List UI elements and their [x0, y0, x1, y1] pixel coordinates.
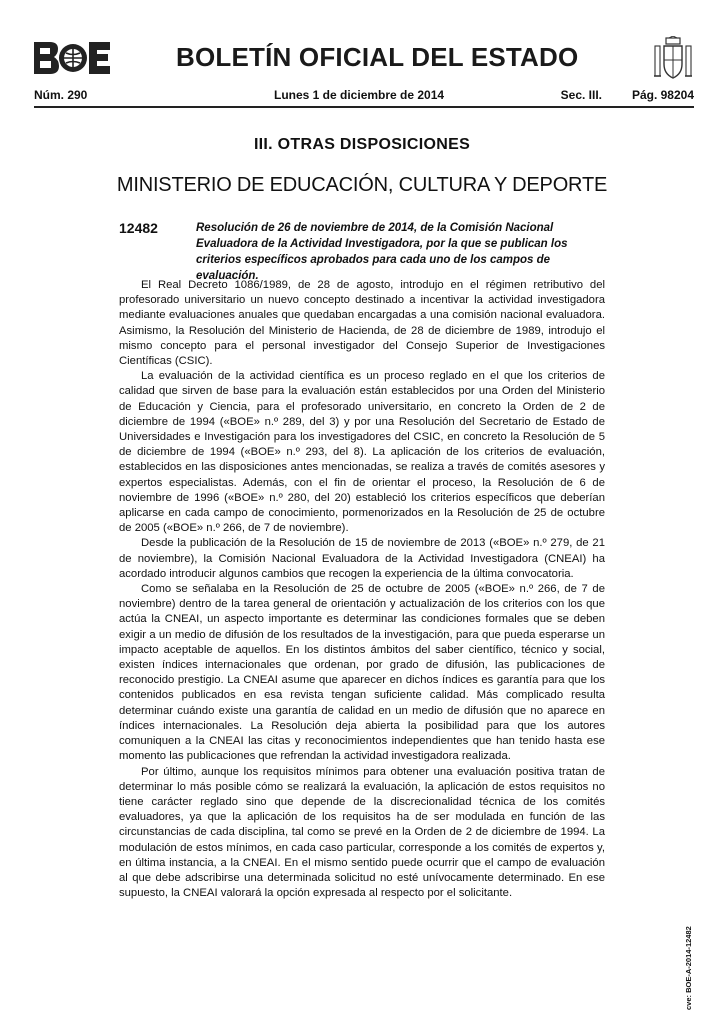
- coat-of-arms-icon: [652, 36, 694, 82]
- issue-number: Núm. 290: [34, 88, 88, 102]
- resolution-title: Resolución de 26 de noviembre de 2014, de la Comisión Nacional Evaluadora de la Actividad Investigadora, por la que se publican los criterios específicos aprobados para cada uno de los campos de evaluación.: [196, 222, 568, 282]
- paragraph: Desde la publicación de la Resolución de 15 de noviembre de 2013 («BOE» n.º 279, de 21 de noviembre), la Comisión Nacional Evaluadora de la Actividad Investigadora (CNEAI) ha acordado introducir algunos cambios que recogen la experiencia de la última convocatoria.: [119, 537, 605, 580]
- paragraph: El Real Decreto 1086/1989, de 28 de agosto, introdujo en el régimen retributivo del profesorado universitario un nuevo concepto destinado a incentivar la actividad investigadora mediante evaluaciones anuales que quedaban encargadas a una comisión nacional evaluadora. Asimismo, la Resolución del Ministerio de Hacienda, de 28 de diciembre de 1989, introdujo el mismo concepto para el personal investigador del Consejo Superior de Investigaciones Científicas (CSIC).: [119, 279, 605, 368]
- issue-date: Lunes 1 de diciembre de 2014: [274, 88, 445, 102]
- boe-logo: [34, 42, 110, 74]
- section-heading: III. OTRAS DISPOSICIONES: [253, 136, 471, 153]
- section-label: Sec. III.: [560, 88, 602, 102]
- header-divider: [34, 106, 694, 108]
- issue-info-bar: [34, 88, 694, 104]
- ministry-heading: MINISTERIO DE EDUCACIÓN, CULTURA Y DEPORTE: [116, 174, 608, 196]
- document-body: [119, 278, 605, 901]
- paragraph: La evaluación de la actividad científica es un proceso reglado en el que los criterios de calidad que sirven de base para la evaluación están establecidos por una Orden del Ministerio de Educación y Ciencia, para el profesorado universitario, en concreto la Orden de 2 de diciembre de 1994 («BOE» n.º 289, del 3) y por una Resolución del Secretario de Estado de Universidades e Investigación para los investigadores del CSIC, en concreto la Resolución de 5 de diciembre de 1994 («BOE» n.º 293, del 8). La aplicación de los criterios de evaluación, establecidos en las disposiciones antes mencionadas, se realiza a través de comités asesores y expertos especialistas. Además, con el fin de orientar el proceso, la Resolución de 6 de noviembre de 1996 («BOE» n.º 280, del 20) estableció los criterios específicos que deberían aplicarse en cada campo de conocimiento, pormenorizados en la Resolución de 25 de octubre de 2005 («BOE» n.º 266, de 7 de noviembre).: [119, 370, 605, 535]
- page-number: Pág. 98204: [631, 88, 694, 102]
- resolution-number: 12482: [119, 220, 158, 236]
- paragraph: Por último, aunque los requisitos mínimos para obtener una evaluación positiva tratan de determinar lo más posible cómo se realizará la evaluación, la aplicación de estos requisitos no tiene carácter reglado sino que depende de la discrecionalidad técnica de los comités evaluadores, ya que la aplicación de los requisitos ha de ser modulada en función de las circunstancias de cada disciplina, tal como se prevé en la Orden de 2 de diciembre de 1994. La modulación de estos mínimos, en cada caso particular, corresponde a los comités de expertos y, en última instancia, a la CNEAI. En el mismo sentido puede ocurrir que el campo de evaluación al que debe adscribirse una determinada solicitud no esté unívocamente determinado. En ese supuesto, la CNEAI valorará la opción expresada al respecto por el solicitante.: [119, 765, 605, 900]
- paragraph: Como se señalaba en la Resolución de 25 de octubre de 2005 («BOE» n.º 266, de 7 de noviembre) dentro de la tarea general de orientación y actualización de los criterios con los que actúa la CNEAI, un aspecto importante es determinar las condiciones formales que se deben exigir a un medio de difusión de los resultados de la investigación, para que pueda esperarse un impacto aceptable de aquellos. En los distintos ámbitos del saber científico, técnico y social, existen índices internacionales que ordenan, por grado de difusión, las publicaciones de reconocido prestigio. La CNEAI asume que aparecer en dichos índices es garantía para que los contenidos publicados en esa revista tengan suficiente calidad. Más complicado resulta determinar cuándo existe una garantía de calidad en un medio de difusión que no aparece en índices internacionales. La Resolución deja abierta la posibilidad para que los autores comuniquen a la CNEAI las citas y reconocimientos independientes que han tenido hasta ese momento las publicaciones que refrendan la actividad investigadora realizada.: [119, 583, 605, 763]
- cve-code: cve: BOE-A-2014-12482: [684, 926, 693, 1010]
- gazette-title: BOLETÍN OFICIAL DEL ESTADO: [176, 42, 579, 72]
